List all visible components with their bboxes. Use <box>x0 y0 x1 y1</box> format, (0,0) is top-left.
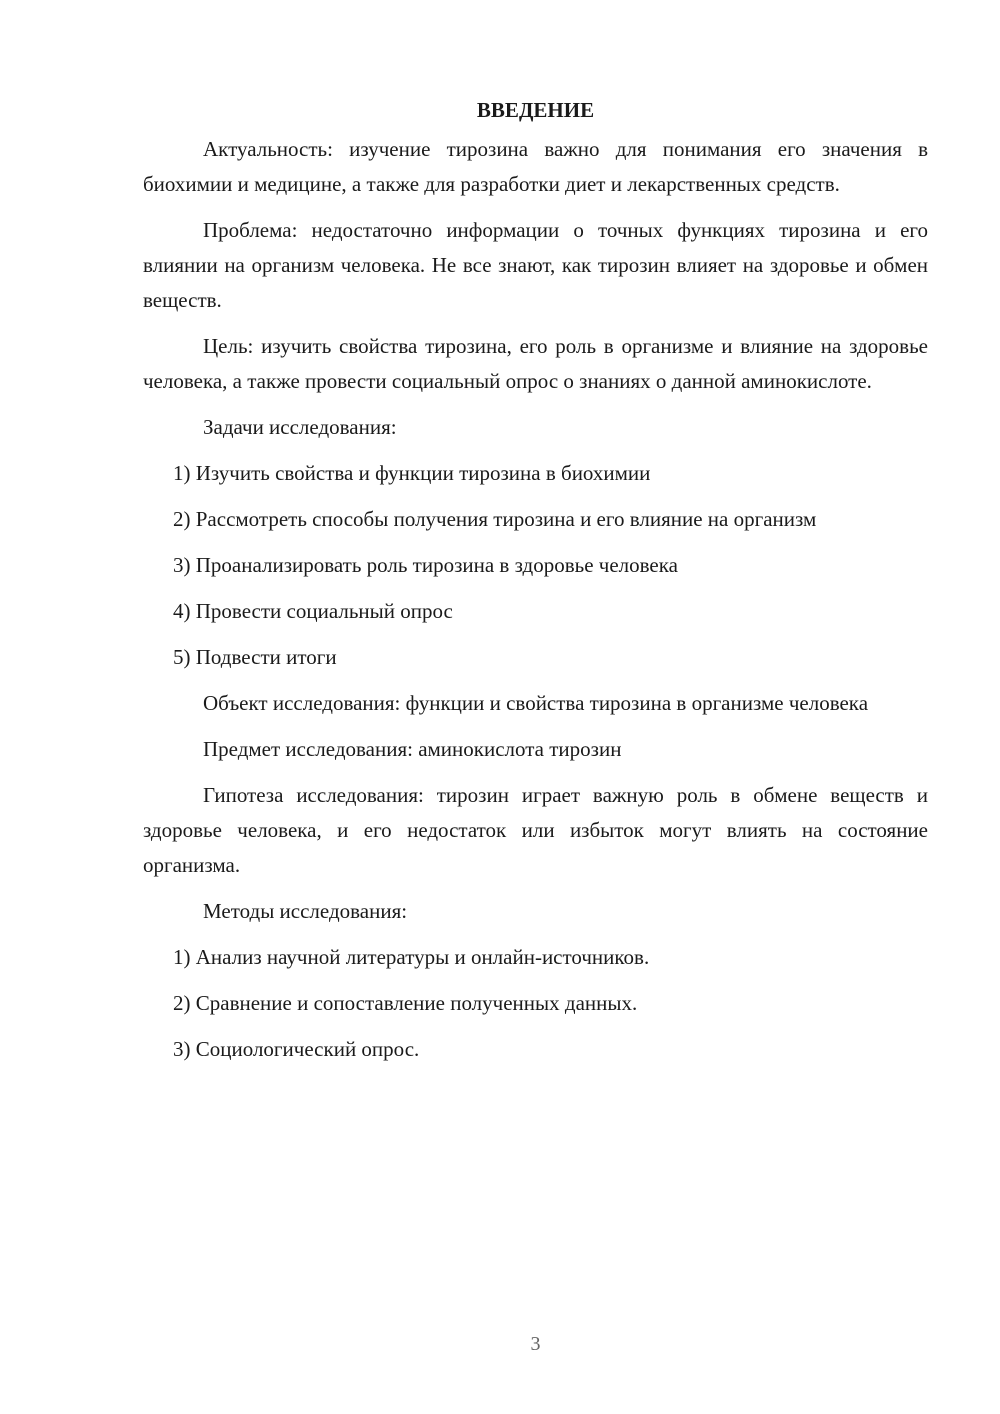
task-item: 2) Рассмотреть способы получения тирозина и его влияние на организм <box>173 507 817 531</box>
task-item: 1) Изучить свойства и функции тирозина в биохимии <box>173 461 651 485</box>
goal-paragraph: Цель: изучить свойства тирозина, его роль в организме и влияние на здоровье человека, а также провести социальный опрос о знаниях о данной аминокислоте. <box>143 334 928 393</box>
page-number: 3 <box>530 1333 541 1355</box>
document-page <box>143 92 928 1078</box>
task-item: 5) Подвести итоги <box>173 645 337 669</box>
relevance-paragraph: Актуальность: изучение тирозина важно для понимания его значения в биохимии и медицине, а также для разработки диет и лекарственных средств. <box>143 137 928 196</box>
method-item: 3) Социологический опрос. <box>173 1037 420 1061</box>
object-paragraph: Объект исследования: функции и свойства тирозина в организме человека <box>203 691 869 715</box>
method-item: 2) Сравнение и сопоставление полученных данных. <box>173 991 638 1015</box>
methods-heading: Методы исследования: <box>203 899 408 923</box>
problem-paragraph: Проблема: недостаточно информации о точных функциях тирозина и его влиянии на организм человека. Не все знают, как тирозин влияет на здоровье и обмен веществ. <box>143 218 928 312</box>
task-item: 4) Провести социальный опрос <box>173 599 453 623</box>
method-item: 1) Анализ научной литературы и онлайн-источников. <box>173 945 650 969</box>
tasks-heading: Задачи исследования: <box>203 415 397 439</box>
hypothesis-paragraph: Гипотеза исследования: тирозин играет важную роль в обмене веществ и здоровье человека, и его недостаток или избыток могут влиять на состояние организма. <box>143 783 928 877</box>
subject-paragraph: Предмет исследования: аминокислота тирозин <box>203 737 622 761</box>
task-item: 3) Проанализировать роль тирозина в здоровье человека <box>173 553 678 577</box>
page-title: ВВЕДЕНИЕ <box>476 98 595 122</box>
